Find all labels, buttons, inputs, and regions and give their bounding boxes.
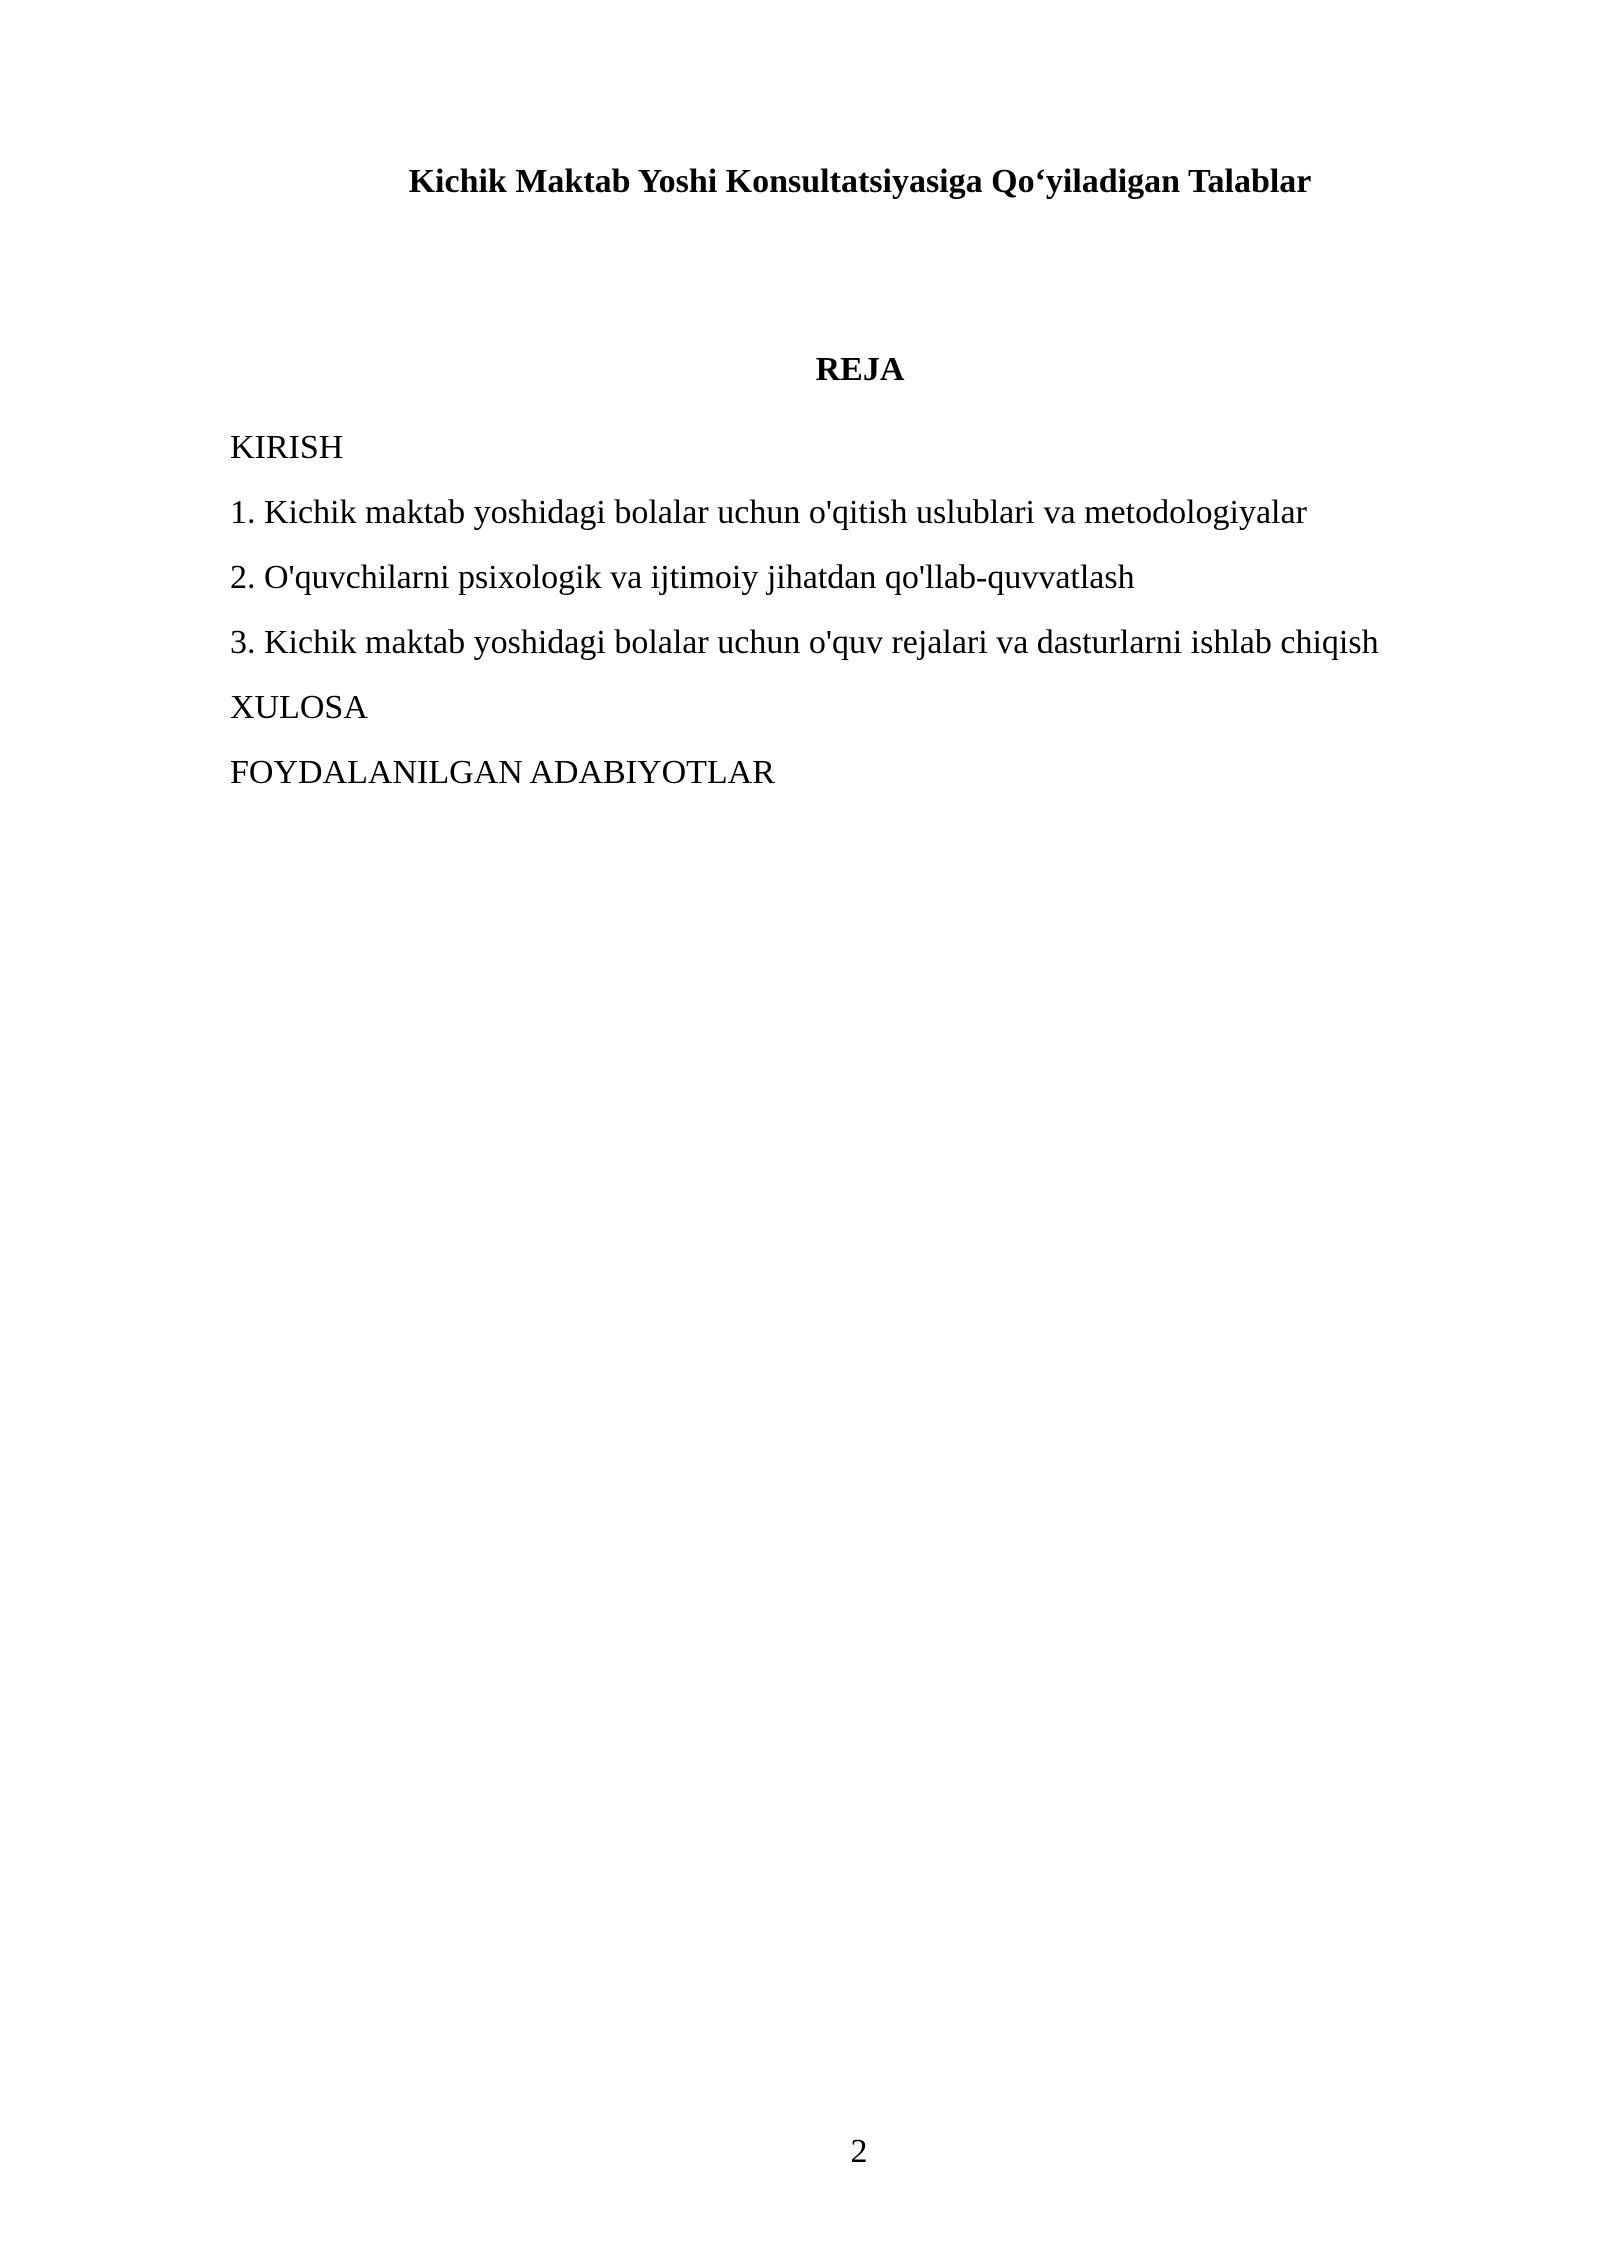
- toc-item-references: FOYDALANILGAN ADABIYOTLAR: [230, 754, 775, 791]
- toc-item-introduction: KIRISH: [230, 429, 344, 466]
- page-number: 2: [850, 2133, 868, 2170]
- plan-heading: REJA: [815, 351, 905, 388]
- toc-item-1: 1. Kichik maktab yoshidagi bolalar uchun o'qitish uslublari va metodologiyalar: [230, 494, 1307, 531]
- toc-item-conclusion: XULOSA: [230, 689, 368, 726]
- table-of-contents: [230, 420, 1460, 810]
- toc-item-3: 3. Kichik maktab yoshidagi bolalar uchun o'quv rejalari va dasturlarni ishlab chiqish: [230, 624, 1379, 661]
- toc-item-2: 2. O'quvchilarni psixologik va ijtimoiy jihatdan qo'llab-quvvatlash: [230, 559, 1135, 596]
- document-title: Kichik Maktab Yoshi Konsultatsiyasiga Qo‘yiladigan Talablar: [408, 163, 1312, 200]
